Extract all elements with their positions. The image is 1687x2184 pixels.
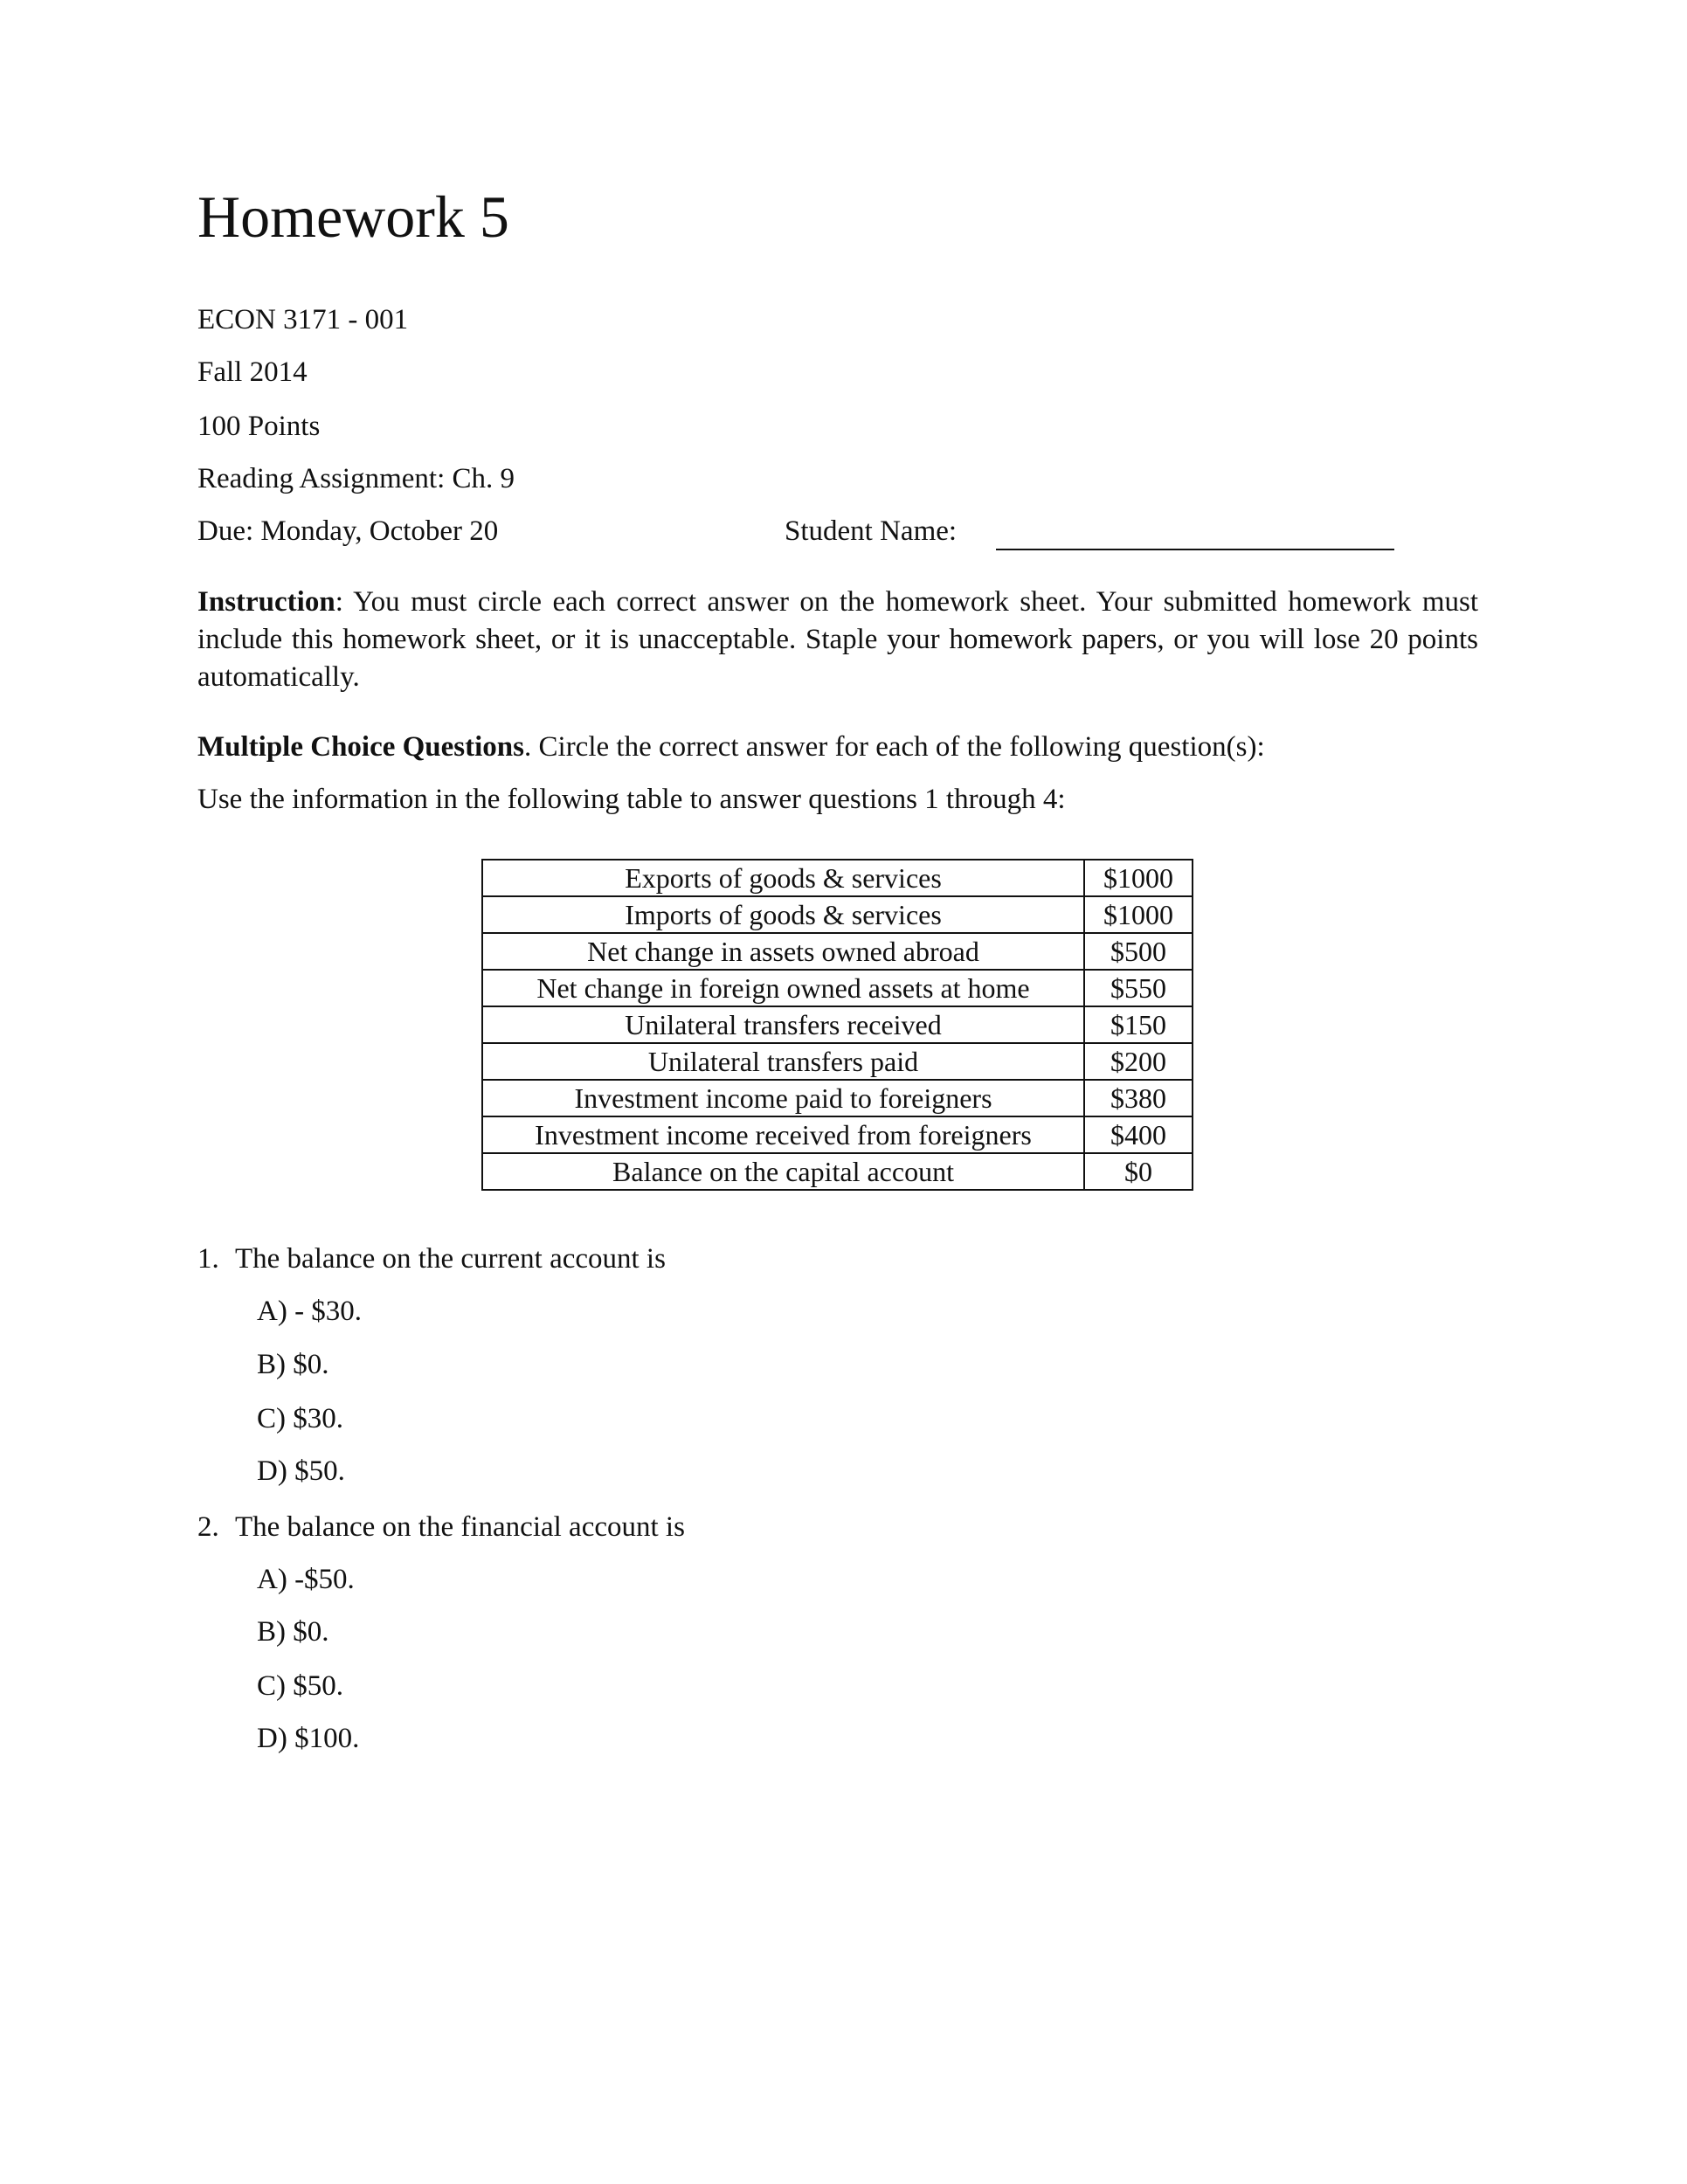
value-cell: $550 [1084,970,1193,1006]
answer-option: D) $50. [257,1455,345,1487]
question-number: 1. [197,1243,219,1275]
answer-option: C) $30. [257,1403,343,1434]
table-row [482,860,1193,896]
instruction-paragraph [197,584,1478,696]
item-cell: Investment income received from foreigners [482,1116,1084,1153]
answer-option: B) $0. [257,1349,329,1380]
mc-text: . Circle the correct answer for each of the following question(s): [524,731,1265,763]
answer-option: D) $100. [257,1723,360,1754]
value-cell: $1000 [1084,896,1193,933]
question-text: The balance on the financial account is [235,1511,685,1543]
instruction-label: Instruction [197,586,335,618]
item-cell: Investment income paid to foreigners [482,1080,1084,1116]
table-row [482,1116,1193,1153]
answer-option: A) -$50. [257,1564,355,1595]
table-intro: Use the information in the following table to answer questions 1 through 4: [197,784,1066,815]
mc-label: Multiple Choice Questions [197,731,525,763]
course-code: ECON 3171 - 001 [197,304,409,335]
student-name-line [996,549,1394,550]
page-title: Homework 5 [197,183,509,250]
item-cell: Imports of goods & services [482,896,1084,933]
mc-heading [197,729,1265,764]
item-cell: Unilateral transfers paid [482,1043,1084,1080]
item-cell: Balance on the capital account [482,1153,1084,1190]
due-date: Due: Monday, October 20 [197,515,499,547]
table-row [482,1043,1193,1080]
value-cell: $400 [1084,1116,1193,1153]
item-cell: Unilateral transfers received [482,1006,1084,1043]
student-name-label: Student Name: [785,515,958,547]
table-row [482,1080,1193,1116]
item-cell: Net change in foreign owned assets at home [482,970,1084,1006]
table-row [482,970,1193,1006]
item-cell: Net change in assets owned abroad [482,933,1084,970]
answer-option: B) $0. [257,1616,329,1648]
table-row [482,1153,1193,1190]
table-row [482,896,1193,933]
term: Fall 2014 [197,356,308,388]
item-cell: Exports of goods & services [482,860,1084,896]
value-cell: $150 [1084,1006,1193,1043]
instruction-text: : You must circle each correct answer on the homework sheet. Your submitted homework must include this homework sheet, or it is unacceptable. Staple your homework papers, or you will lose 20 points automatically. [197,586,1478,693]
answer-option: A) - $30. [257,1296,363,1327]
reading-assignment: Reading Assignment: Ch. 9 [197,463,515,494]
value-cell: $1000 [1084,860,1193,896]
question-text: The balance on the current account is [235,1243,666,1275]
balance-table [481,859,1193,1191]
table-row [482,1006,1193,1043]
answer-option: C) $50. [257,1670,343,1702]
value-cell: $380 [1084,1080,1193,1116]
table-row [482,933,1193,970]
value-cell: $500 [1084,933,1193,970]
question-number: 2. [197,1511,219,1543]
value-cell: $0 [1084,1153,1193,1190]
points: 100 Points [197,411,321,442]
value-cell: $200 [1084,1043,1193,1080]
